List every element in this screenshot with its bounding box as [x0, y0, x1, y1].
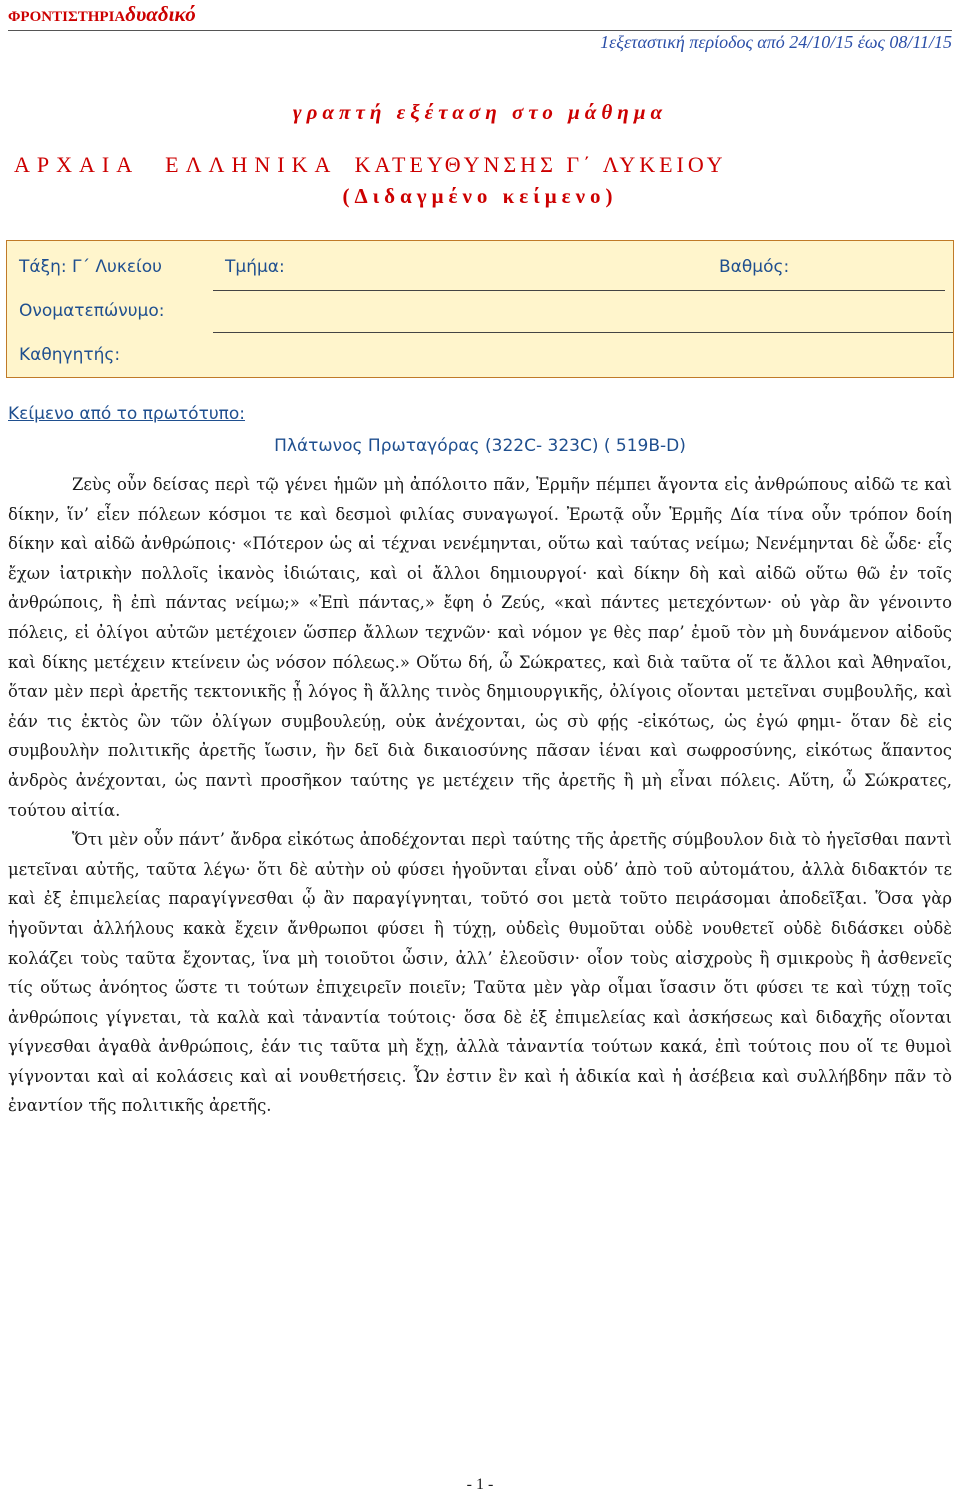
ancient-text: [8, 470, 952, 1121]
text-paragraph-1: Ζεὺς οὖν δείσας περὶ τῷ γένει ἡμῶν μὴ ἀπόλοιτο πᾶν, Ἑρμῆν πέμπει ἄγοντα εἰς ἀνθρώπους αἰδῶ τε καὶ δίκην, ἵν’ εἶεν πόλεων κόσμοι τε καὶ δεσμοὶ φιλίας συναγωγοί. Ἐρωτᾷ οὖν Ἑρμῆς Δία τίνα οὖν τρόπον δοίη δίκην καὶ αἰδῶ ἀνθρώποις· «Πότερον ὡς αἱ τέχναι νενέμηνται, οὕτω καὶ ταύτας νείμω; Νενέμηνται δὲ ὧδε· εἷς ἔχων ἰατρικὴν πολλοῖς ἱκανὸς ἰδιώταις, καὶ οἱ ἄλλοι δημιουργοί· καὶ δίκην δὴ καὶ αἰδῶ οὕτω θῶ ἐν τοῖς ἀνθρώποις, ἢ ἐπὶ πάντας νείμω;» «Ἐπὶ πάντας,» ἔφη ὁ Ζεύς, «καὶ πάντες μετεχόντων· οὐ γὰρ ἂν γένοιντο πόλεις, εἰ ὀλίγοι αὐτῶν μετέχοιεν ὥσπερ ἄλλων τεχνῶν· καὶ νόμον γε θὲς παρ’ ἐμοῦ τὸν μὴ δυνάμενον αἰδοῦς καὶ δίκης μετέχειν κτείνειν ὡς νόσον πόλεως.» Οὕτω δή, ὦ Σώκρατες, καὶ διὰ ταῦτα οἵ τε ἄλλοι καὶ Ἀθηναῖοι, ὅταν μὲν περὶ ἀρετῆς τεκτονικῆς ᾖ λόγος ἢ ἄλλης τινὸς δημιουργικῆς, ὀλίγοις οἴονται μετεῖναι συμβουλῆς, καὶ ἐάν τις ἐκτὸς ὢν τῶν ὀλίγων συμβουλεύῃ, οὐκ ἀνέχονται, ὡς σὺ φῄς -εἰκότως, ὡς ἐγώ φημι- ὅταν δὲ εἰς συμβουλὴν πολιτικῆς ἀρετῆς ἴωσιν, ἣν δεῖ διὰ δικαιοσύνης πᾶσαν ἰέναι καὶ σωφροσύνης, εἰκότως ἅπαντος ἀνδρὸς ἀνέχονται, ὡς παντὶ προσῆκον ταύτης γε μετέχειν τῆς ἀρετῆς ἢ μὴ εἶναι πόλεις. Αὕτη, ὦ Σώκρατες, τούτου αἰτία.: [8, 475, 952, 820]
subject-part3: ΚΑΤΕΥΘΥΝΣΗΣ Γ΄ ΛΥΚΕΙΟΥ: [354, 152, 727, 177]
page-number: - 1 -: [466, 1476, 494, 1493]
info-rule-2: [213, 332, 953, 333]
teacher-label: Καθηγητής:: [19, 345, 121, 365]
grade-label: Βαθμός:: [719, 257, 790, 277]
exam-title: γραπτή εξέταση στο μάθημα: [292, 100, 668, 124]
class-label: Τάξη: Γ΄ Λυκείου: [19, 257, 163, 277]
student-info-box: [6, 240, 954, 378]
text-paragraph-2: Ὅτι μὲν οὖν πάντ’ ἄνδρα εἰκότως ἀποδέχονται περὶ ταύτης τῆς ἀρετῆς σύμβουλον διὰ τὸ ἡγεῖσθαι παντὶ μετεῖναι αὐτῆς, ταῦτα λέγω· ὅτι δὲ αὐτὴν οὐ φύσει ἡγοῦνται εἶναι οὐδ’ ἀπὸ τοῦ αὐτομάτου, ἀλλὰ διδακτόν τε καὶ ἐξ ἐπιμελείας παραγίγνεσθαι ᾧ ἂν παραγίγνηται, τοῦτό σοι μετὰ τοῦτο πειράσομαι ἀποδεῖξαι. Ὅσα γὰρ ἡγοῦνται ἀλλήλους κακὰ ἔχειν ἄνθρωποι φύσει ἢ τύχῃ, οὐδεὶς θυμοῦται οὐδὲ νουθετεῖ οὐδὲ διδάσκει οὐδὲ κολάζει τοὺς ταῦτα ἔχοντας, ἵνα μὴ τοιοῦτοι ὦσιν, ἀλλ’ ἐλεοῦσιν· οἷον τοὺς αἰσχροὺς ἢ σμικροὺς ἢ ἀσθενεῖς τίς οὕτως ἀνόητος ὥστε τι τούτων ἐπιχειρεῖν ποιεῖν; Ταῦτα μὲν γὰρ οἶμαι ἴσασιν ὅτι φύσει τε καὶ τύχῃ τοῖς ἀνθρώποις γίγνεται, τὰ καλὰ καὶ τἀναντία τούτοις· ὅσα δὲ ἐξ ἐπιμελείας καὶ ἀσκήσεως καὶ διδαχῆς οἴονται γίγνεσθαι ἀγαθὰ ἀνθρώποις, ἐάν τις ταῦτα μὴ ἔχῃ, ἀλλὰ τἀναντία τούτων κακά, ἐπὶ τούτοις που οἵ τε θυμοὶ γίγνονται καὶ αἱ κολάσεις καὶ αἱ νουθετήσεις. Ὧν ἐστιν ἓν καὶ ἡ ἀδικία καὶ ἡ ἀσέβεια καὶ συλλήβδην πᾶν τὸ ἐναντίον τῆς πολιτικῆς ἀρετῆς.: [8, 830, 952, 1116]
header-divider: [8, 30, 952, 31]
exam-period: 1εξεταστική περίοδος από 24/10/15 έως 08/11/15: [600, 32, 952, 52]
name-label: Ονοματεπώνυμο:: [19, 301, 165, 321]
brand-text-part1: ΦΡΟΝΤΙΣΤΗΡΙΑ: [8, 9, 126, 25]
brand-text-part2: δυαδικό: [125, 2, 196, 26]
brand-logo: [8, 2, 196, 27]
source-work: Πλάτωνος Πρωταγόρας (322C- 323C) ( 519B-D): [274, 436, 686, 456]
subject-part2: ΕΛΛΗΝΙΚΑ: [165, 152, 337, 177]
subject-part1: ΑΡΧΑΙΑ: [14, 152, 140, 177]
info-rule-1: [213, 290, 945, 291]
subject-title: [14, 152, 727, 178]
section-label: Τμήμα:: [225, 257, 285, 277]
subject-subtitle: (Διδαγμένο κείμενο): [342, 184, 618, 208]
source-heading: Κείμενο από το πρωτότυπο:: [8, 404, 246, 424]
